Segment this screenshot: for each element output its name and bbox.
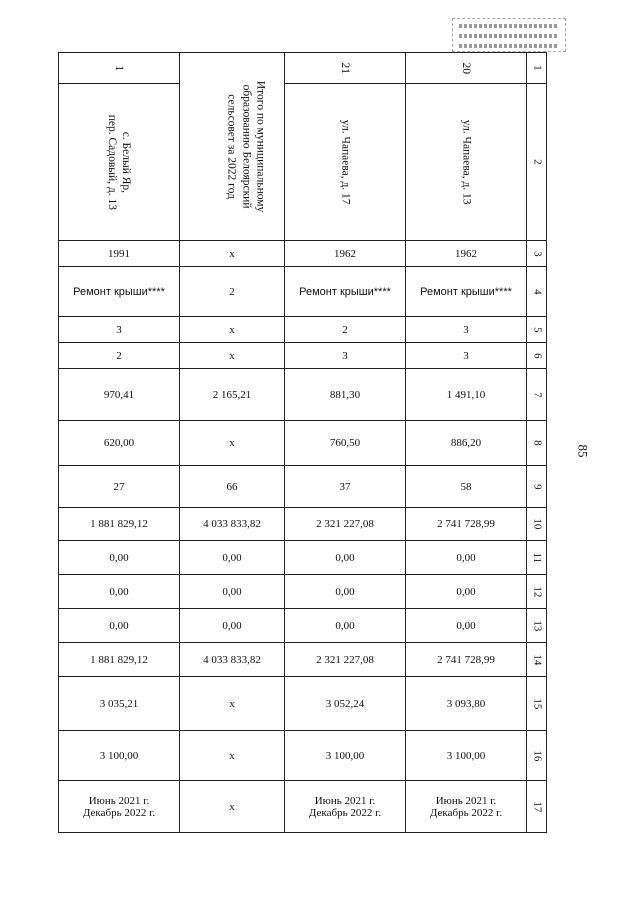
table-cell: 3 052,24	[285, 677, 406, 731]
header-number-row	[59, 53, 547, 84]
table-cell: 1 881 829,12	[59, 508, 180, 541]
col1-number: 1	[113, 65, 126, 71]
table-cell: x	[180, 421, 285, 466]
table-row	[59, 241, 547, 267]
table-cell: Июнь 2021 г. Декабрь 2022 г.	[285, 781, 406, 833]
table-cell: 0,00	[406, 575, 527, 609]
table-cell: 2	[285, 317, 406, 343]
table-cell: 3	[406, 343, 527, 369]
table-cell: 2 321 227,08	[285, 643, 406, 677]
row-number-cell: 17	[527, 781, 547, 833]
col3-address-cell	[285, 84, 406, 241]
table-row	[59, 343, 547, 369]
table-cell: 970,41	[59, 369, 180, 421]
table-cell: 37	[285, 466, 406, 508]
col4-number-cell	[406, 53, 527, 84]
table-cell: 0,00	[180, 575, 285, 609]
table-cell: 3 100,00	[59, 731, 180, 781]
table-cell: 1991	[59, 241, 180, 267]
table-cell: 620,00	[59, 421, 180, 466]
row-number-cell: 6	[527, 343, 547, 369]
table-cell: 3 100,00	[406, 731, 527, 781]
table-cell: 0,00	[59, 575, 180, 609]
table-cell: 0,00	[59, 541, 180, 575]
table-cell: Ремонт крыши****	[406, 267, 527, 317]
table-row	[59, 317, 547, 343]
table-cell: x	[180, 731, 285, 781]
table-cell: 4 033 833,82	[180, 508, 285, 541]
table-cell: 0,00	[285, 541, 406, 575]
table-cell: Июнь 2021 г. Декабрь 2022 г.	[59, 781, 180, 833]
col1-address-cell	[59, 84, 180, 241]
table-cell: 1962	[285, 241, 406, 267]
row-number-cell: 7	[527, 369, 547, 421]
table-cell: 3	[59, 317, 180, 343]
page-number: 85	[575, 444, 591, 458]
table-cell: 0,00	[180, 541, 285, 575]
table-cell: 760,50	[285, 421, 406, 466]
row-number-cell: 13	[527, 609, 547, 643]
table-cell: 0,00	[285, 575, 406, 609]
table-cell: Ремонт крыши****	[59, 267, 180, 317]
table-cell: x	[180, 781, 285, 833]
col3-number-cell	[285, 53, 406, 84]
table-cell: 66	[180, 466, 285, 508]
table-row	[59, 677, 547, 731]
total-header-cell	[180, 53, 285, 241]
table-cell: 4 033 833,82	[180, 643, 285, 677]
row-number-cell: 11	[527, 541, 547, 575]
repair-program-table	[58, 52, 547, 833]
approval-stamp	[452, 18, 566, 52]
table-cell: 3 093,80	[406, 677, 527, 731]
table-cell: 0,00	[406, 609, 527, 643]
row-number-cell: 1	[527, 53, 547, 84]
table-cell: 0,00	[285, 609, 406, 643]
table-cell: 1962	[406, 241, 527, 267]
table-row	[59, 508, 547, 541]
table-cell: 3	[285, 343, 406, 369]
table-row	[59, 466, 547, 508]
table-row	[59, 643, 547, 677]
table-cell: 0,00	[180, 609, 285, 643]
row-number-cell: 4	[527, 267, 547, 317]
col1-number-cell	[59, 53, 180, 84]
row-number-cell: 2	[527, 84, 547, 241]
table-cell: 886,20	[406, 421, 527, 466]
row-number-cell: 9	[527, 466, 547, 508]
table-cell: 3	[406, 317, 527, 343]
col3-number: 21	[339, 62, 352, 74]
row-number-cell: 5	[527, 317, 547, 343]
table-row	[59, 267, 547, 317]
table-cell: 2 321 227,08	[285, 508, 406, 541]
table-cell: 2 165,21	[180, 369, 285, 421]
table-cell: 1 881 829,12	[59, 643, 180, 677]
table-cell: 3 035,21	[59, 677, 180, 731]
table-row	[59, 541, 547, 575]
row-number-cell: 10	[527, 508, 547, 541]
row-number-cell: 3	[527, 241, 547, 267]
header-address-row	[59, 84, 547, 241]
table-row	[59, 731, 547, 781]
row-number-cell: 8	[527, 421, 547, 466]
col4-address: ул. Чапаева, д. 13	[460, 119, 473, 205]
row-number-cell: 16	[527, 731, 547, 781]
col3-address: ул. Чапаева, д. 17	[339, 119, 352, 205]
col4-number: 20	[460, 62, 473, 74]
table-cell: 27	[59, 466, 180, 508]
table-cell: 58	[406, 466, 527, 508]
row-number-cell: 12	[527, 575, 547, 609]
table-row	[59, 575, 547, 609]
table-cell: 3 100,00	[285, 731, 406, 781]
table-cell: x	[180, 241, 285, 267]
col1-address: с. Белый Яр, пер. Садовый, д. 13	[105, 114, 133, 210]
col4-address-cell	[406, 84, 527, 241]
table-row	[59, 369, 547, 421]
table-cell: 2	[59, 343, 180, 369]
table-cell: 0,00	[59, 609, 180, 643]
table-cell: 1 491,10	[406, 369, 527, 421]
table-row	[59, 421, 547, 466]
table-cell: 881,30	[285, 369, 406, 421]
table-cell: x	[180, 343, 285, 369]
table-cell: 0,00	[406, 541, 527, 575]
table-row	[59, 609, 547, 643]
table-cell: Июнь 2021 г. Декабрь 2022 г.	[406, 781, 527, 833]
table-cell: 2 741 728,99	[406, 643, 527, 677]
table-cell: 2 741 728,99	[406, 508, 527, 541]
table-cell: x	[180, 317, 285, 343]
table-row	[59, 781, 547, 833]
table-cell: 2	[180, 267, 285, 317]
total-header-text: Итого по муниципальному образованию Белоярский сельсовет за 2022 год	[225, 80, 267, 213]
row-number-cell: 14	[527, 643, 547, 677]
row-number-cell: 15	[527, 677, 547, 731]
table-cell: x	[180, 677, 285, 731]
table-cell: Ремонт крыши****	[285, 267, 406, 317]
